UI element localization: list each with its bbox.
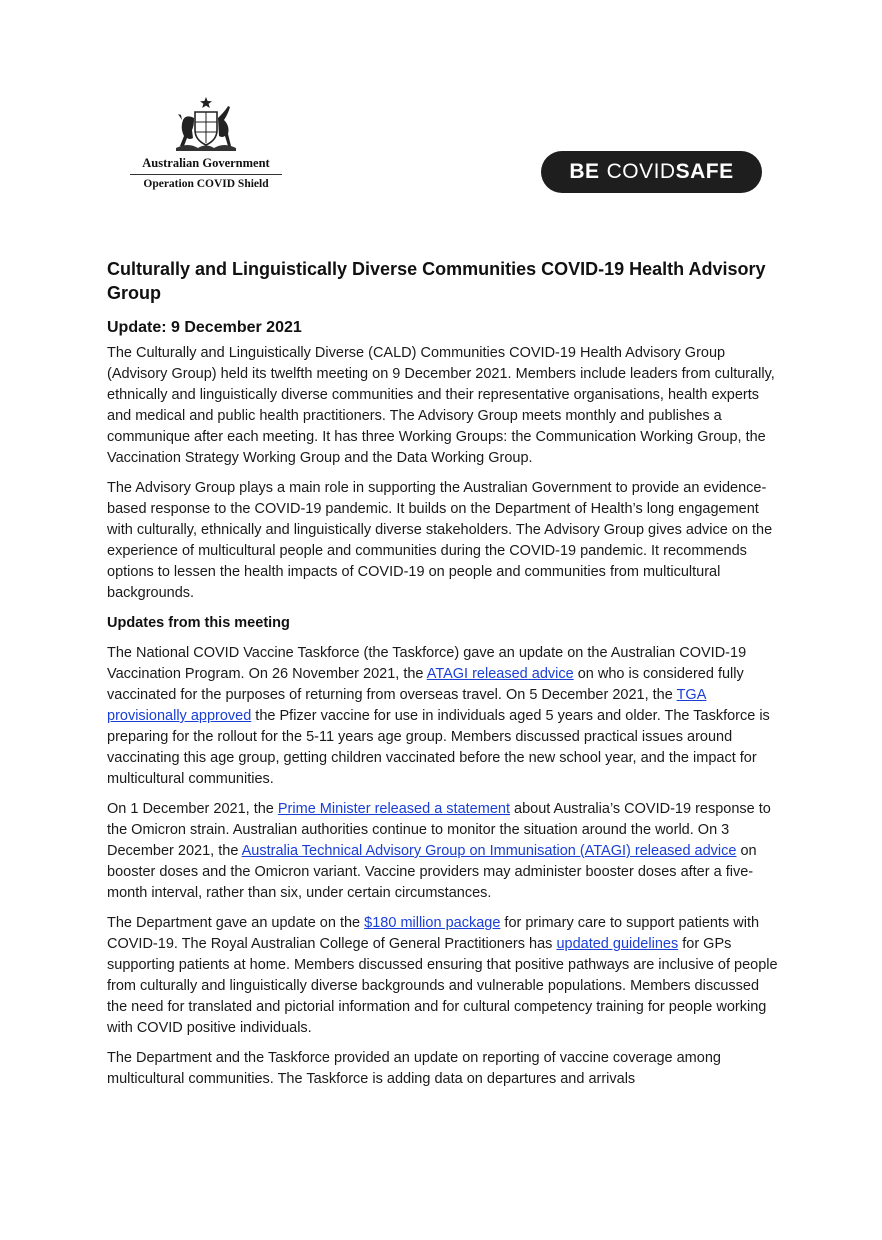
text-span: for GPs supporting patients at home. Members discussed ensuring that positive pathways are inclusive of people from culturally and linguistically diverse backgrounds and vulnerable populations. Members discussed the need for translated and pictorial information and for cultural competency training for people working with COVID positive individuals. <box>107 936 778 1036</box>
paragraph-primary-care <box>107 913 779 1039</box>
text-span: the Pfizer vaccine for use in individuals aged 5 years and older. The Taskforce is preparing for the rollout for the 5-11 years age group. Members discussed practical issues around vaccinating this age group, getting children vaccinated before the new school year, and the impact for multicultural communities. <box>107 708 770 787</box>
be-covidsafe-badge <box>541 151 762 193</box>
operation-name: Operation COVID Shield <box>143 178 269 190</box>
coat-of-arms-icon <box>168 96 244 154</box>
text-span: about Australia’s COVID-19 response to the Omicron strain. Australian authorities continue to monitor the situation around the world. On 3 December 2021, the <box>107 801 771 859</box>
document-body <box>107 257 779 1099</box>
link-prime-minister-statement[interactable]: Prime Minister released a statement <box>277 801 510 817</box>
government-logo <box>130 96 282 190</box>
updates-heading: Updates from this meeting <box>107 615 290 631</box>
intro-paragraph-1: The Culturally and Linguistically Diverse (CALD) Communities COVID-19 Health Advisory Group (Advisory Group) held its twelfth meeting on 9 December 2021. Members include leaders from culturally, ethnically and linguistically diverse communities and their representative organisations, health experts and medical and public health practitioners. The Advisory Group meets monthly and publishes a communique after each meeting. It has three Working Groups: the Communication Working Group, the Vaccination Strategy Working Group and the Data Working Group. <box>107 345 775 466</box>
text-span: On 1 December 2021, the <box>107 801 278 817</box>
text-span: on who is considered fully vaccinated for the purposes of returning from overseas travel. On 5 December 2021, the <box>107 666 744 703</box>
paragraph-vaccination-program <box>107 643 779 790</box>
document-title: Culturally and Linguistically Diverse Communities COVID-19 Health Advisory Group <box>107 259 766 303</box>
badge-text-be: BE <box>569 160 600 183</box>
badge-text-covid: COVID <box>606 160 676 183</box>
update-heading: Update: 9 December 2021 <box>107 319 302 336</box>
link-updated-guidelines[interactable]: updated guidelines <box>556 936 679 952</box>
badge-text-safe: SAFE <box>675 160 734 183</box>
link-atagi-released-advice[interactable]: ATAGI released advice <box>426 666 574 682</box>
text-span: The National COVID Vaccine Taskforce (the Taskforce) gave an update on the Australian COVID-19 Vaccination Program. On 26 November 2021, the <box>107 645 747 682</box>
text-span: The Department gave an update on the <box>107 915 365 931</box>
link-tga-provisionally-approved[interactable]: TGA provisionally approved <box>107 687 707 724</box>
link-atagi-booster-advice[interactable]: Australia Technical Advisory Group on Immunisation (ATAGI) released advice <box>241 843 737 859</box>
text-span: on booster doses and the Omicron variant. Vaccine providers may administer booster doses after a five-month interval, rather than six, under certain circumstances. <box>107 843 757 901</box>
paragraph-omicron <box>107 799 779 904</box>
intro-paragraph-2: The Advisory Group plays a main role in supporting the Australian Government to provide an evidence-based response to the COVID-19 pandemic. It builds on the Department of Health’s long engagement with culturally, ethnically and linguistically diverse stakeholders. The Advisory Group gives advice on the experience of multicultural people and communities during the COVID-19 pandemic. It recommends options to lessen the health impacts of COVID-19 on people and communities from multicultural backgrounds. <box>107 480 773 601</box>
link-180-million-package[interactable]: $180 million package <box>364 915 501 931</box>
government-name: Australian Government <box>130 156 282 175</box>
paragraph-vaccine-coverage: The Department and the Taskforce provided an update on reporting of vaccine coverage among multicultural communities. The Taskforce is adding data on departures and arrivals <box>107 1050 721 1087</box>
text-span: for primary care to support patients with COVID-19. The Royal Australian College of General Practitioners has <box>107 915 760 952</box>
